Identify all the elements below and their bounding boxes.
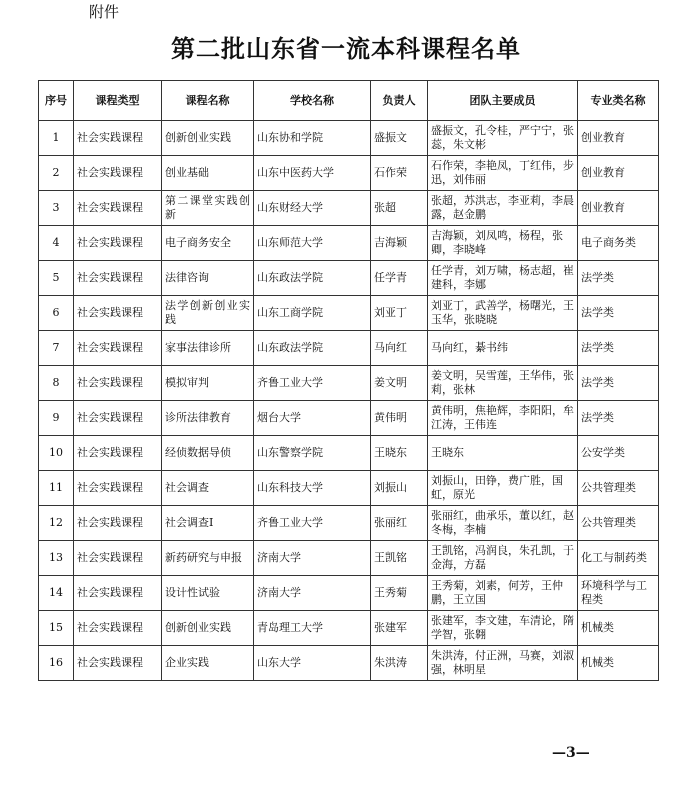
header-category: 专业类名称	[578, 81, 659, 121]
table-row	[39, 436, 659, 471]
cell-leader: 盛振文	[371, 121, 428, 156]
cell-no: 1	[39, 121, 74, 156]
cell-members: 朱洪涛，付正洲，马赛，刘淑强，林明星	[428, 646, 578, 681]
cell-category: 法学类	[578, 261, 659, 296]
cell-category: 公共管理类	[578, 506, 659, 541]
cell-school: 山东政法学院	[254, 261, 371, 296]
cell-members: 盛振文，孔令桂，严宁宁，张蕊，朱文彬	[428, 121, 578, 156]
cell-school: 山东工商学院	[254, 296, 371, 331]
cell-no: 3	[39, 191, 74, 226]
header-no: 序号	[39, 81, 74, 121]
cell-category: 法学类	[578, 401, 659, 436]
cell-category: 机械类	[578, 646, 659, 681]
cell-leader: 王晓东	[371, 436, 428, 471]
cell-course-name: 设计性试验	[162, 576, 254, 611]
cell-school: 山东大学	[254, 646, 371, 681]
cell-leader: 任学青	[371, 261, 428, 296]
cell-no: 13	[39, 541, 74, 576]
attachment-label: 附件	[89, 3, 120, 21]
cell-members: 张超，苏洪志，李亚莉，李晨露，赵金鹏	[428, 191, 578, 226]
table-row	[39, 121, 659, 156]
cell-leader: 吉海颖	[371, 226, 428, 261]
table-row	[39, 226, 659, 261]
cell-leader: 石作荣	[371, 156, 428, 191]
cell-course-type: 社会实践课程	[74, 611, 162, 646]
header-team-members: 团队主要成员	[428, 81, 578, 121]
cell-members: 张丽红，曲承乐，董以红，赵冬梅，李楠	[428, 506, 578, 541]
cell-category: 公安学类	[578, 436, 659, 471]
cell-category: 化工与制药类	[578, 541, 659, 576]
header-course-name: 课程名称	[162, 81, 254, 121]
cell-category: 环境科学与工程类	[578, 576, 659, 611]
page-number: —3—	[552, 745, 590, 761]
cell-school: 烟台大学	[254, 401, 371, 436]
cell-course-name: 法律咨询	[162, 261, 254, 296]
course-list-table	[38, 80, 659, 681]
cell-leader: 刘亚丁	[371, 296, 428, 331]
cell-course-name: 创业基础	[162, 156, 254, 191]
cell-course-name: 家事法律诊所	[162, 331, 254, 366]
cell-members: 王凯铭，冯润良，朱孔凯，于金海，方磊	[428, 541, 578, 576]
cell-leader: 王凯铭	[371, 541, 428, 576]
cell-school: 青岛理工大学	[254, 611, 371, 646]
cell-members: 王晓东	[428, 436, 578, 471]
cell-category: 机械类	[578, 611, 659, 646]
cell-school: 山东警察学院	[254, 436, 371, 471]
cell-course-type: 社会实践课程	[74, 401, 162, 436]
cell-course-type: 社会实践课程	[74, 121, 162, 156]
cell-course-type: 社会实践课程	[74, 156, 162, 191]
cell-no: 2	[39, 156, 74, 191]
cell-course-type: 社会实践课程	[74, 506, 162, 541]
cell-no: 6	[39, 296, 74, 331]
cell-course-type: 社会实践课程	[74, 541, 162, 576]
cell-course-name: 社会调查	[162, 471, 254, 506]
cell-leader: 黄伟明	[371, 401, 428, 436]
cell-school: 山东科技大学	[254, 471, 371, 506]
table-row	[39, 471, 659, 506]
cell-school: 齐鲁工业大学	[254, 366, 371, 401]
cell-no: 12	[39, 506, 74, 541]
cell-members: 刘亚丁，武善学，杨曙光，王玉华，张晓晓	[428, 296, 578, 331]
cell-no: 15	[39, 611, 74, 646]
cell-category: 法学类	[578, 366, 659, 401]
table-header-row	[39, 81, 659, 121]
cell-course-name: 创新创业实践	[162, 121, 254, 156]
table-row	[39, 611, 659, 646]
table-row	[39, 296, 659, 331]
table-row	[39, 191, 659, 226]
cell-no: 11	[39, 471, 74, 506]
cell-school: 齐鲁工业大学	[254, 506, 371, 541]
cell-no: 4	[39, 226, 74, 261]
cell-category: 公共管理类	[578, 471, 659, 506]
cell-members: 姜文明，吴雪莲，王华伟，张莉，张林	[428, 366, 578, 401]
table-row	[39, 506, 659, 541]
cell-course-type: 社会实践课程	[74, 296, 162, 331]
cell-category: 创业教育	[578, 156, 659, 191]
cell-no: 14	[39, 576, 74, 611]
cell-leader: 张建军	[371, 611, 428, 646]
header-course-type: 课程类型	[74, 81, 162, 121]
cell-leader: 朱洪涛	[371, 646, 428, 681]
table-row	[39, 156, 659, 191]
cell-course-type: 社会实践课程	[74, 471, 162, 506]
cell-members: 石作荣，李艳凤，丁红伟，步迅，刘伟丽	[428, 156, 578, 191]
cell-leader: 王秀菊	[371, 576, 428, 611]
table-row	[39, 261, 659, 296]
cell-category: 法学类	[578, 296, 659, 331]
table-row	[39, 331, 659, 366]
cell-no: 10	[39, 436, 74, 471]
cell-members: 马向红，綦书纬	[428, 331, 578, 366]
cell-course-name: 新药研究与申报	[162, 541, 254, 576]
cell-members: 吉海颖，刘凤鸣，杨程，张卿，李晓峰	[428, 226, 578, 261]
cell-leader: 姜文明	[371, 366, 428, 401]
table-row	[39, 576, 659, 611]
cell-course-name: 法学创新创业实践	[162, 296, 254, 331]
cell-course-type: 社会实践课程	[74, 331, 162, 366]
cell-school: 山东师范大学	[254, 226, 371, 261]
cell-course-name: 诊所法律教育	[162, 401, 254, 436]
cell-category: 电子商务类	[578, 226, 659, 261]
cell-no: 7	[39, 331, 74, 366]
cell-no: 9	[39, 401, 74, 436]
cell-school: 济南大学	[254, 576, 371, 611]
cell-course-type: 社会实践课程	[74, 261, 162, 296]
cell-leader: 张超	[371, 191, 428, 226]
cell-leader: 马向红	[371, 331, 428, 366]
cell-course-type: 社会实践课程	[74, 576, 162, 611]
cell-school: 济南大学	[254, 541, 371, 576]
cell-no: 16	[39, 646, 74, 681]
document-title: 第二批山东省一流本科课程名单	[171, 34, 521, 63]
cell-leader: 张丽红	[371, 506, 428, 541]
cell-school: 山东中医药大学	[254, 156, 371, 191]
cell-members: 任学青，刘万啸，杨志超，崔建科，李娜	[428, 261, 578, 296]
cell-category: 法学类	[578, 331, 659, 366]
table-row	[39, 541, 659, 576]
cell-leader: 刘振山	[371, 471, 428, 506]
cell-no: 5	[39, 261, 74, 296]
cell-members: 张建军，李文建，车清论，隋学智，张翱	[428, 611, 578, 646]
cell-no: 8	[39, 366, 74, 401]
cell-course-name: 社会调查Ⅰ	[162, 506, 254, 541]
cell-course-name: 企业实践	[162, 646, 254, 681]
cell-category: 创业教育	[578, 191, 659, 226]
cell-course-name: 创新创业实践	[162, 611, 254, 646]
header-school-name: 学校名称	[254, 81, 371, 121]
cell-course-name: 模拟审判	[162, 366, 254, 401]
cell-members: 黄伟明，焦艳辉，李阳阳，牟江涛，王伟连	[428, 401, 578, 436]
cell-school: 山东协和学院	[254, 121, 371, 156]
cell-course-name: 经侦数据导侦	[162, 436, 254, 471]
table-row	[39, 401, 659, 436]
cell-course-type: 社会实践课程	[74, 436, 162, 471]
cell-course-type: 社会实践课程	[74, 191, 162, 226]
table-row	[39, 366, 659, 401]
cell-members: 刘振山，田铮，费广胜，国虹，原光	[428, 471, 578, 506]
cell-course-name: 电子商务安全	[162, 226, 254, 261]
cell-members: 王秀菊，刘素，何芳，王仲鹏，王立国	[428, 576, 578, 611]
cell-school: 山东财经大学	[254, 191, 371, 226]
cell-course-type: 社会实践课程	[74, 226, 162, 261]
cell-category: 创业教育	[578, 121, 659, 156]
cell-course-name: 第二课堂实践创新	[162, 191, 254, 226]
cell-course-type: 社会实践课程	[74, 366, 162, 401]
cell-school: 山东政法学院	[254, 331, 371, 366]
header-leader: 负责人	[371, 81, 428, 121]
cell-course-type: 社会实践课程	[74, 646, 162, 681]
table-row	[39, 646, 659, 681]
